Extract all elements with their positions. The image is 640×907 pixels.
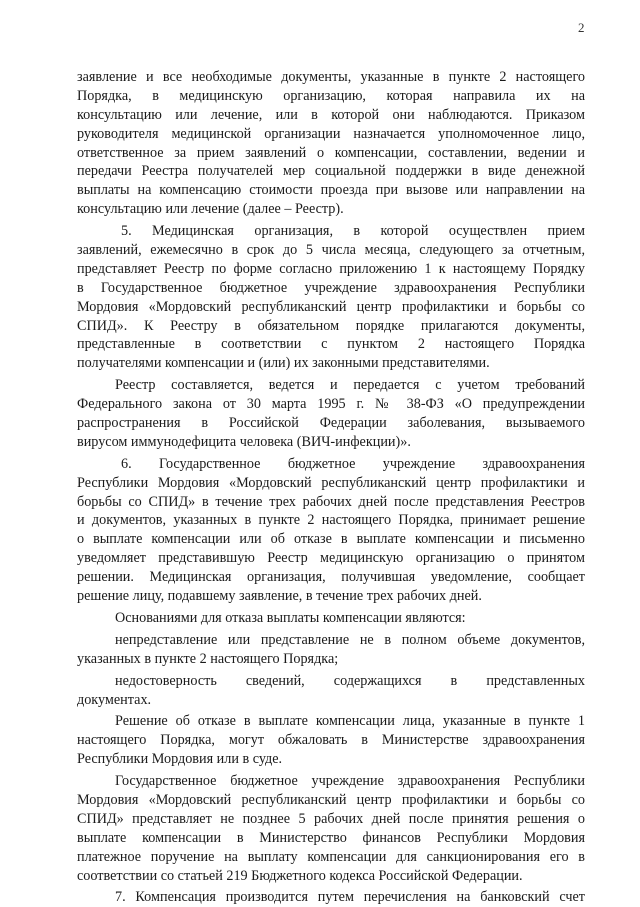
text-line: в Государственное бюджетное учреждение здравоохранения Республики: [77, 279, 585, 296]
text-line: 5. Медицинская организация, в которой осуществлен прием: [121, 223, 585, 240]
text-line: Республики Мордовия или в суде.: [77, 751, 283, 768]
text-line: выплате компенсации в Министерство финансов Республики Мордовия: [77, 829, 585, 846]
paragraph: [77, 455, 585, 606]
text-line: и документов, указанных в пункте 2 настоящего Порядка, принимает решение: [77, 512, 585, 529]
text-line: Решение об отказе в выплате компенсации лица, указанные в пункте 1: [115, 713, 585, 730]
text-line: получателями компенсации и (или) их законными представителями.: [77, 355, 490, 372]
text-line: 6. Государственное бюджетное учреждение здравоохранения: [121, 455, 585, 472]
paragraph: [77, 631, 585, 669]
text-line: Реестр составляется, ведется и передается с учетом требований: [115, 377, 585, 394]
text-line: Государственное бюджетное учреждение здравоохранения Республики: [115, 773, 585, 790]
text-line: представленные в соответствии с пунктом 2 настоящего Порядка: [77, 336, 585, 353]
paragraph: [77, 376, 585, 452]
document-body: [77, 68, 585, 907]
text-line: Порядка, в медицинскую организацию, которая направила их на: [77, 87, 585, 104]
text-line: СПИД». К Реестру в обязательном порядке прилагаются документы,: [77, 317, 585, 334]
paragraph: [77, 222, 585, 373]
text-line: Республики Мордовия «Мордовский республиканский центр профилактики и: [77, 474, 585, 491]
text-line: борьбы со СПИД» в течение трех рабочих дней после представления Реестров: [77, 493, 585, 510]
text-line: решении. Медицинская организация, получившая уведомление, сообщает: [77, 569, 585, 586]
text-line: платежное поручение на выплату компенсации для санкционирования его в: [77, 848, 585, 865]
text-line: заявление и все необходимые документы, указанные в пункте 2 настоящего: [77, 69, 585, 85]
text-line: Мордовия «Мордовский республиканский центр профилактики и борьбы со: [77, 791, 585, 808]
text-line: непредставление или представление не в полном объеме документов,: [115, 631, 585, 648]
text-line: заявлений, ежемесячно в срок до 5 числа месяца, следующего за отчетным,: [77, 242, 585, 259]
text-line: о выплате компенсации или об отказе в выплате компенсации и письменно: [77, 531, 585, 548]
text-line: СПИД» представляет не позднее 5 рабочих дней после принятия решения о: [77, 810, 585, 827]
text-line: представляет Реестр по форме согласно приложению 1 к настоящему Порядку: [77, 260, 585, 277]
text-line: указанных в пункте 2 настоящего Порядка;: [77, 650, 339, 667]
text-line: решение лицу, подавшему заявление, в течение трех рабочих дней.: [77, 588, 482, 605]
text-line: выплаты на компенсацию стоимости проезда при вызове или направлении на: [77, 182, 585, 199]
text-line: руководителя медицинской организации назначается уполномоченное лицо,: [77, 125, 585, 142]
paragraph: [77, 672, 585, 710]
text-line: Федерального закона от 30 марта 1995 г. № 38-ФЗ «О предупреждении: [77, 396, 585, 413]
text-line: Мордовия «Мордовский республиканский центр профилактики и борьбы со: [77, 298, 585, 315]
text-line: настоящего Порядка, могут обжаловать в Министерстве здравоохранения: [77, 732, 585, 749]
text-line: вирусом иммунодефицита человека (ВИЧ-инфекции)».: [77, 433, 411, 450]
page-number: 2: [578, 20, 585, 35]
text-line: Основаниями для отказа выплаты компенсации являются:: [115, 609, 466, 626]
text-line: недостоверность сведений, содержащихся в представленных: [115, 672, 585, 689]
text-line: консультацию или лечение, или в которой они наблюдаются. Приказом: [77, 106, 585, 123]
text-line: распространения в Российской Федерации заболевания, вызываемого: [77, 415, 585, 432]
text-line: консультацию или лечение (далее – Реестр).: [77, 201, 344, 218]
text-line: ответственное за прием заявлений о компенсации, составлении, ведении и: [77, 144, 585, 161]
text-line: 7. Компенсация производится путем перечисления на банковский счет: [115, 889, 585, 906]
text-line: уведомляет представившую Реестр медицинскую организацию о принятом: [77, 550, 585, 567]
paragraph: [77, 888, 585, 907]
text-line: передачи Реестра получателей мер социальной поддержки в виде денежной: [77, 163, 585, 180]
paragraph: [77, 609, 585, 628]
paragraph: [77, 712, 585, 769]
paragraph: [77, 772, 585, 885]
text-line: документах.: [77, 691, 152, 708]
paragraph: [77, 68, 585, 219]
text-line: соответствии со статьей 219 Бюджетного кодекса Российской Федерации.: [77, 867, 523, 884]
